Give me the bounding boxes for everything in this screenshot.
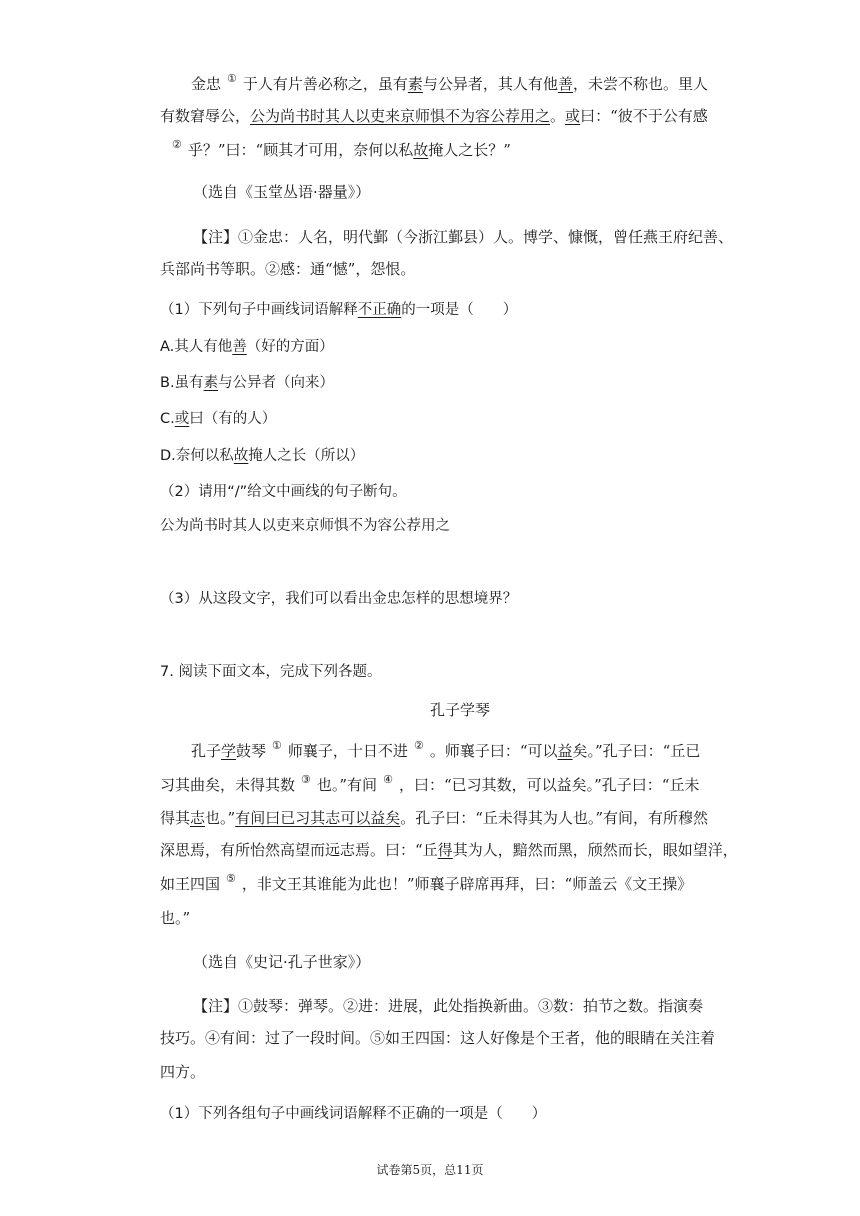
- passage1-line-2: 有数窘辱公，公为尚书时其人以吏来京师惧不为容公荐用之。或曰：“彼不于公有感: [160, 107, 708, 125]
- passage1-line-3: ② 乎？”曰：“顾其才可用，奈何以私故掩人之长？”: [172, 138, 511, 159]
- section7-line-6: 也。”: [160, 909, 191, 927]
- passage1-note-line-1: 【注】①金忠：人名，明代鄞（今浙江鄞县）人。博学、慷慨，曾任燕王府纪善、: [193, 228, 734, 246]
- q1-option-d: D.奈何以私故掩人之长（所以）: [160, 448, 365, 464]
- section7-note-line-3: 四方。: [160, 1063, 206, 1081]
- page-footer: 试卷第5页，总11页: [376, 1163, 484, 1177]
- underlined-sentence: 有间曰已习其志可以益矣: [235, 809, 401, 827]
- underlined-word: 得: [437, 841, 453, 859]
- passage1-source: （选自《玉堂丛语·器量》）: [193, 183, 371, 201]
- section7-line-3: 得其志也。”有间曰已习其志可以益矣。孔子曰：“丘未得其为人也。”有间，有所穆然: [160, 809, 709, 827]
- passage1-note-line-2: 兵部尚书等职。②感：通“憾”，怨恨。: [160, 260, 416, 278]
- q1-option-b: B.虽有素与公异者（向来）: [160, 375, 335, 391]
- section7-title: 孔子学琴: [429, 701, 490, 719]
- section7-note-line-2: 技巧。④有间：过了一段时间。⑤如王四国：这人好像是个王者，他的眼睛在关注着: [160, 1029, 716, 1047]
- section7-source: （选自《史记·孔子世家》）: [193, 953, 371, 971]
- q3-stem: （3）从这段文字，我们可以看出金忠怎样的思想境界？: [160, 591, 518, 607]
- section7-line-5: 如王四国 ⑤ ，非文王其谁能为此也！”师襄子辟席再拜，曰：“师盖云《文王操》: [160, 872, 693, 893]
- underlined-sentence: 公为尚书时其人以吏来京师惧不为容公荐用之: [250, 107, 551, 125]
- q1-option-a: A.其人有他善（好的方面）: [160, 339, 334, 355]
- passage1-line-1: 金忠 ① 于人有片善必称之，虽有素与公异者，其人有他善，未尝不称也。里人: [191, 72, 708, 93]
- q1-stem: （1）下列句子中画线词语解释不正确的一项是（ ）: [160, 302, 518, 318]
- q1-option-c: C.或曰（有的人）: [160, 411, 277, 427]
- section7-line-4: 深思焉，有所怡然高望而远志焉。曰：“丘得其为人，黯然而黑，颀然而长，眼如望洋，: [160, 841, 738, 859]
- section7-line-2: 习其曲矣，未得其数 ③ 也。”有间 ④ ，曰：“已习其数，可以益矣。”孔子曰：“丘未: [160, 773, 700, 794]
- q2-sentence: 公为尚书时其人以吏来京师惧不为容公荐用之: [160, 518, 450, 534]
- section7-line-1: 孔子学鼓琴 ① 师襄子，十日不进 ② 。师襄子曰：“可以益矣。”孔子曰：“丘已: [191, 739, 701, 760]
- section7-note-line-1: 【注】①鼓琴：弹琴。②进：进展，此处指换新曲。③数：拍节之数。指演奏: [193, 997, 704, 1015]
- q2-stem: （2）请用“/”给文中画线的句子断句。: [160, 484, 407, 500]
- section7-heading: 7. 阅读下面文本，完成下列各题。: [160, 664, 382, 680]
- section7-q1-stem: （1）下列各组句子中画线词语解释不正确的一项是（ ）: [160, 1106, 547, 1122]
